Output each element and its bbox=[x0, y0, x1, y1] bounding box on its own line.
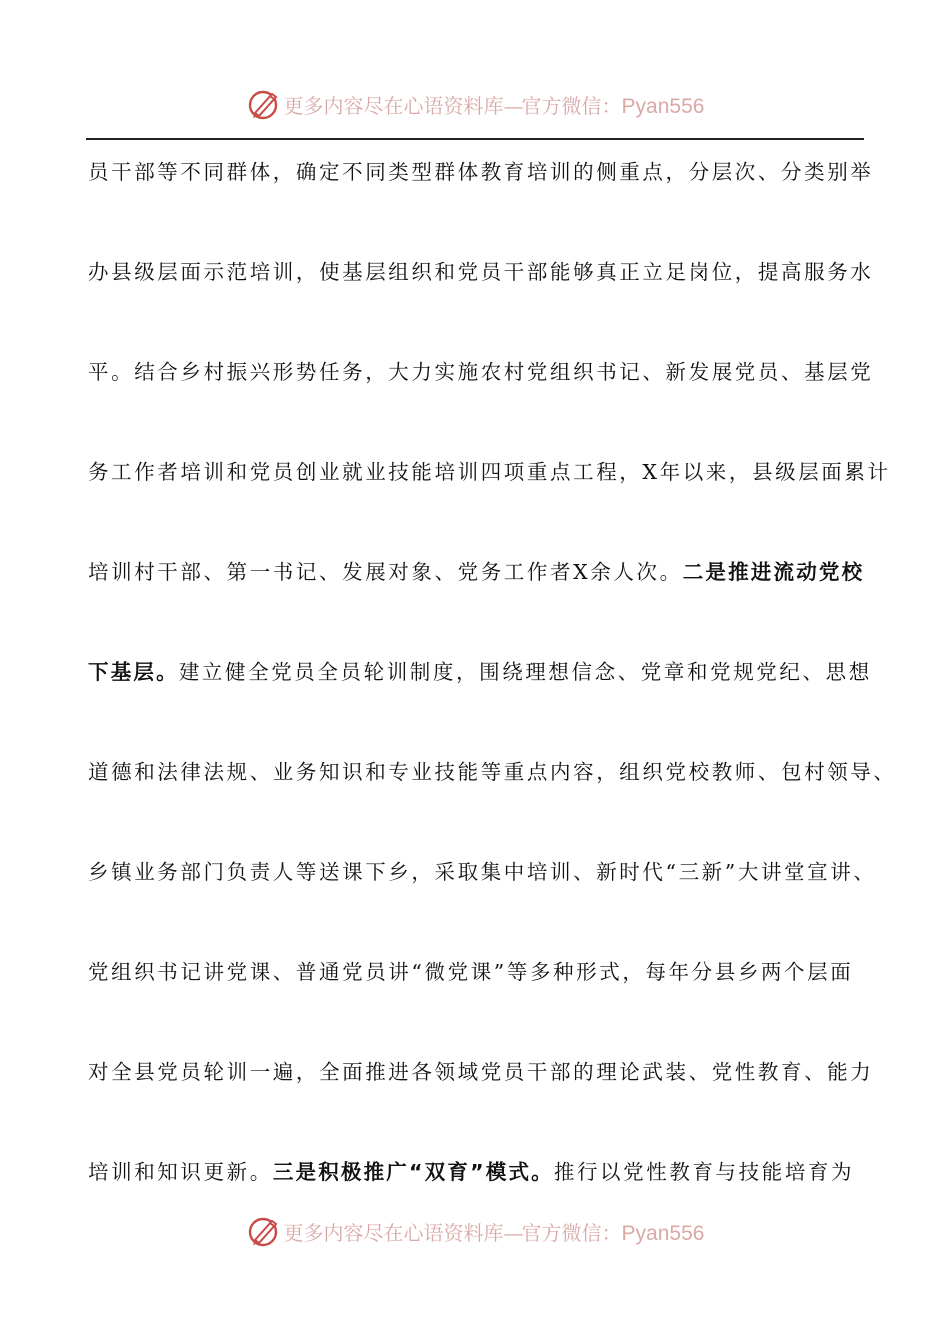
footer-banner-dash: — bbox=[503, 1220, 522, 1245]
body-line-6 bbox=[88, 648, 878, 748]
header-banner-handle: Pyan556 bbox=[621, 94, 705, 118]
footer-banner-main: 更多内容尽在心语资料库 bbox=[283, 1220, 504, 1245]
body-line-3: 平。结合乡村振兴形势任务，大力实施农村党组织书记、新发展党员、基层党 bbox=[88, 360, 874, 384]
body-line-7: 道德和法律法规、业务知识和专业技能等重点内容，组织党校教师、包村领导、 bbox=[88, 760, 897, 784]
body-line-5 bbox=[88, 548, 878, 648]
body-line-11-text: 培训和知识更新。 bbox=[88, 1160, 273, 1184]
pen-logo-icon bbox=[246, 86, 282, 122]
body-line-8: 乡镇业务部门负责人等送课下乡，采取集中培训、新时代“三新”大讲堂宣讲、 bbox=[88, 860, 877, 884]
body-line-11-tail: 推行以党性教育与技能培育为 bbox=[553, 1160, 855, 1184]
pen-logo-icon bbox=[246, 1213, 282, 1249]
body-line-1: 员干部等不同群体，确定不同类型群体教育培训的侧重点，分层次、分类别举 bbox=[88, 160, 874, 184]
footer-banner-handle: Pyan556 bbox=[621, 1221, 705, 1245]
body-line-4: 务工作者培训和党员创业就业技能培训四项重点工程，X年以来，县级层面累计 bbox=[88, 460, 891, 484]
header-banner-main: 更多内容尽在心语资料库 bbox=[283, 93, 504, 118]
header-rule bbox=[86, 138, 864, 140]
body-line-5-bold: 二是推进流动党校 bbox=[682, 560, 865, 584]
footer-banner-label: 官方微信： bbox=[521, 1220, 622, 1245]
body-line-5-text: 培训村干部、第一书记、发展对象、党务工作者X余人次。 bbox=[88, 560, 683, 584]
header-banner-label: 官方微信： bbox=[521, 93, 622, 118]
body-line-10: 对全县党员轮训一遍，全面推进各领域党员干部的理论武装、党性教育、能力 bbox=[88, 1060, 874, 1084]
document-body bbox=[88, 148, 897, 1248]
body-line-6-bold: 下基层。 bbox=[88, 660, 179, 684]
footer-banner bbox=[0, 1211, 950, 1251]
body-line-9: 党组织书记讲党课、普通党员讲“微党课”等多种形式，每年分县乡两个层面 bbox=[88, 960, 854, 984]
header-banner-dash: — bbox=[503, 93, 522, 118]
header-banner bbox=[0, 84, 950, 124]
body-line-6-text: 建立健全党员全员轮训制度，围绕理想信念、党章和党规党纪、思想 bbox=[178, 660, 872, 684]
footer-banner-text bbox=[284, 1217, 705, 1246]
body-line-11-bold: 三是积极推广“双育”模式。 bbox=[272, 1160, 554, 1184]
body-line-2: 办县级层面示范培训，使基层组织和党员干部能够真正立足岗位，提高服务水 bbox=[88, 260, 874, 284]
header-banner-text bbox=[284, 90, 705, 119]
